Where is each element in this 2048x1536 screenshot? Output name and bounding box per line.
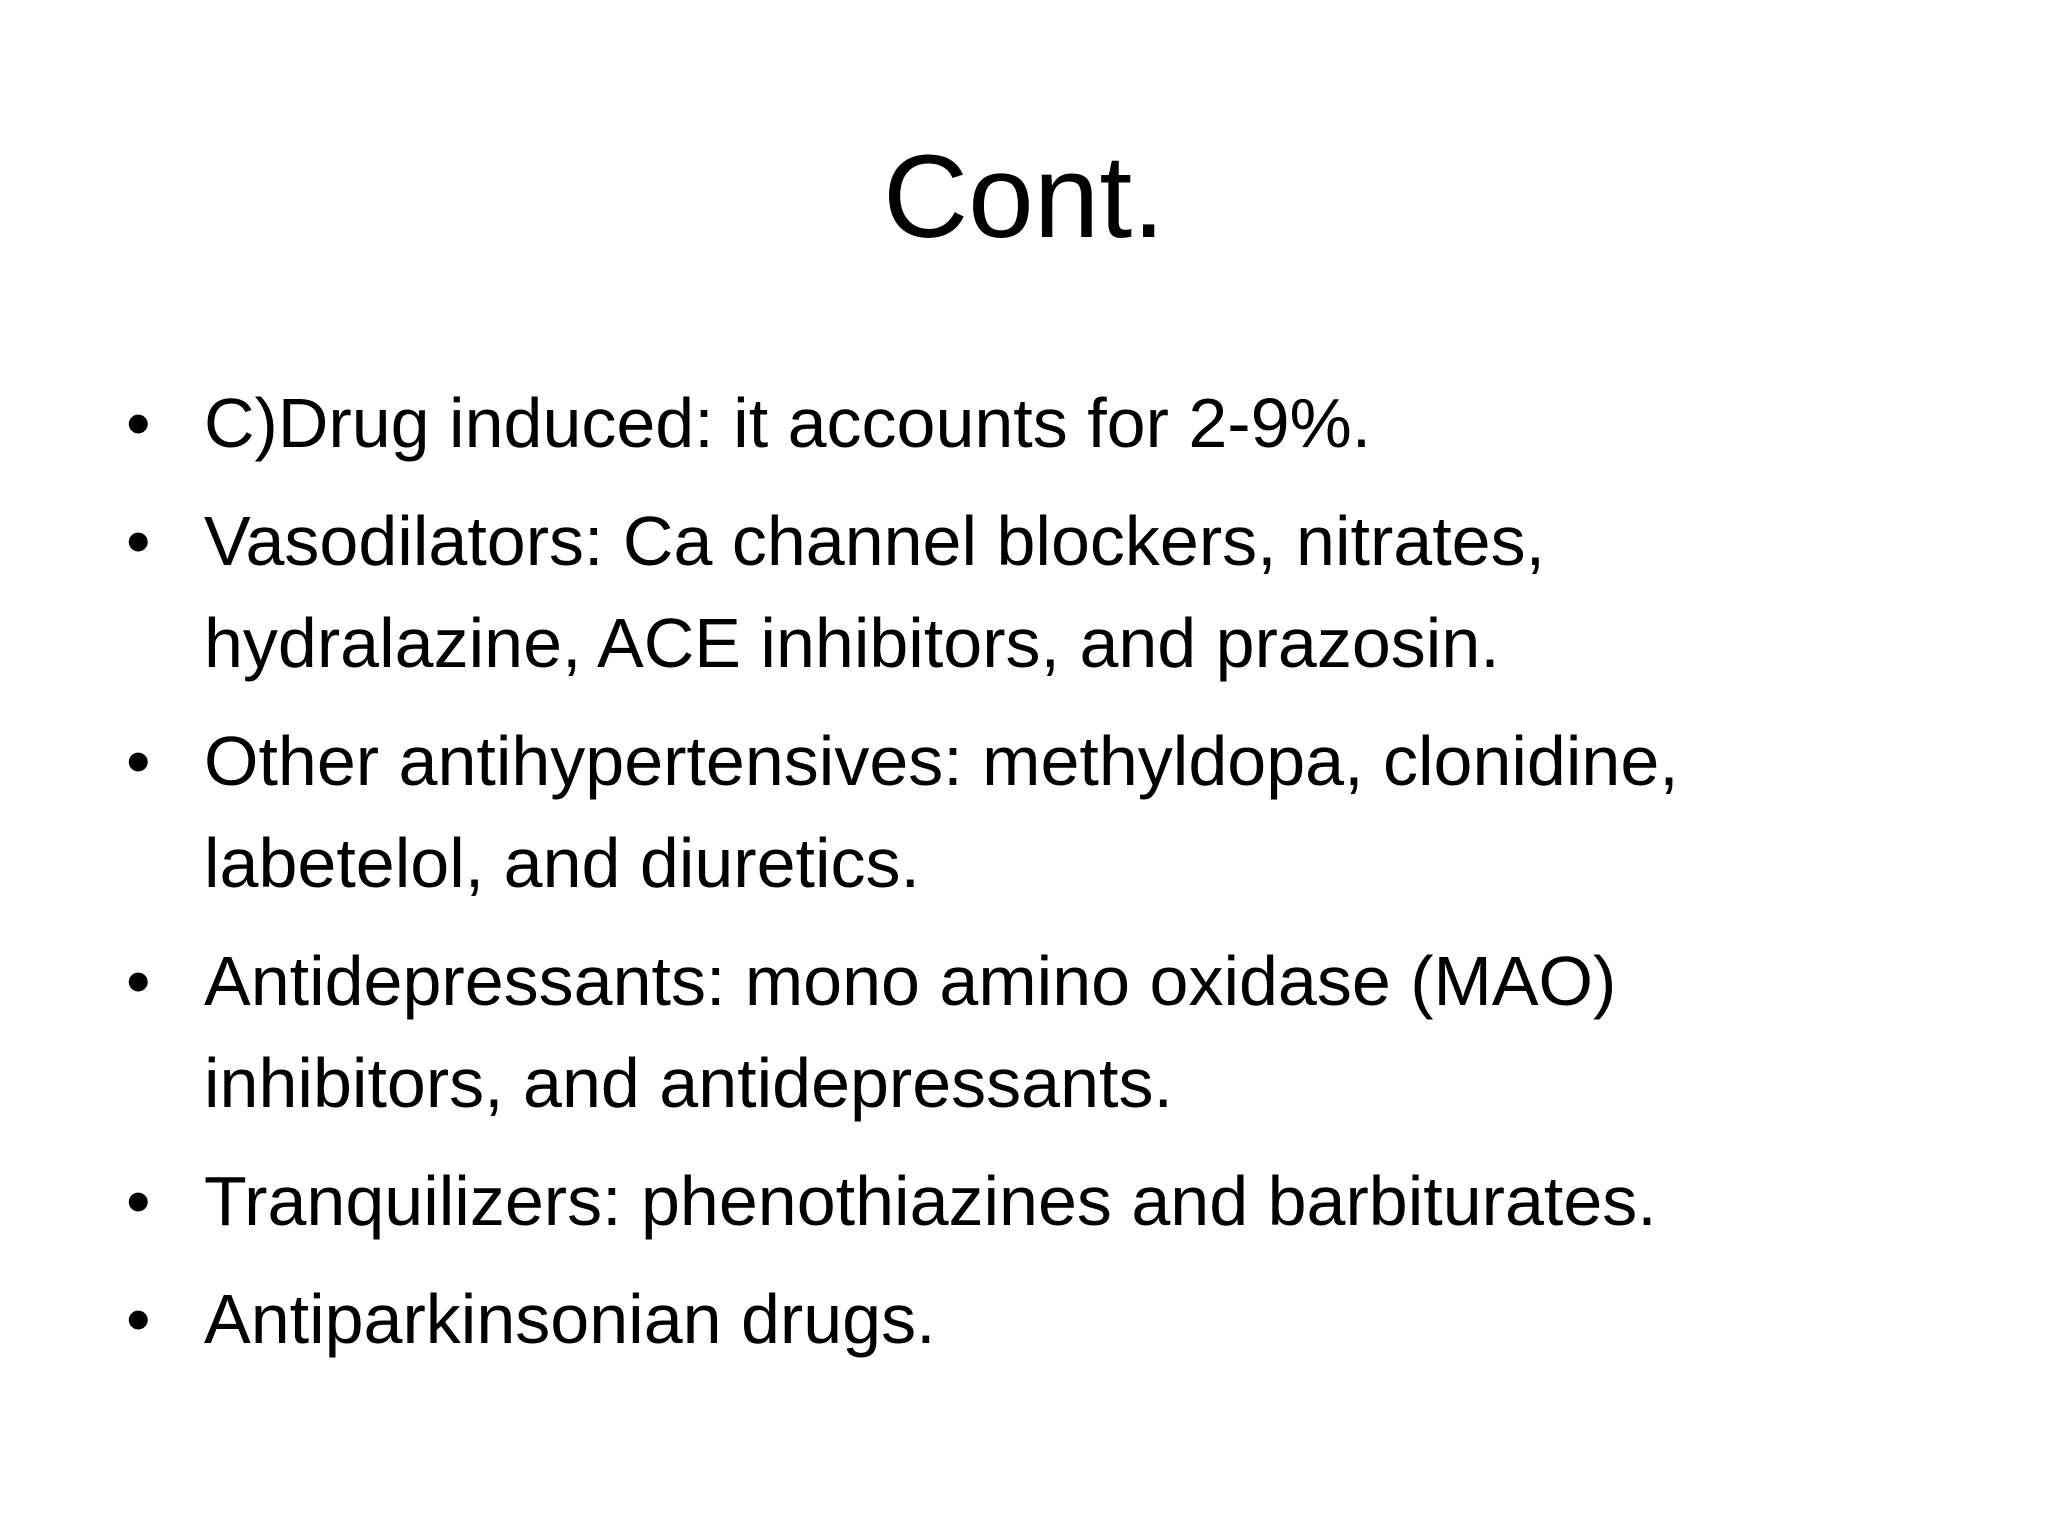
bullet-dot-icon: • [126,722,151,800]
bullet-item-other-antihypertensives [126,710,1926,914]
slide-title: Cont. [882,131,1166,263]
bullet-item-antidepressants [126,930,1926,1134]
bullet-dot-icon: • [126,1162,151,1240]
bullet-text-line: Antidepressants: mono amino oxidase (MAO) [204,942,1617,1020]
bullet-dot-icon: • [126,942,151,1020]
bullet-text-line: labetelol, and diuretics. [204,824,920,902]
bullet-text-line: Tranquilizers: phenothiazines and barbiturates. [204,1162,1657,1240]
bullet-item-tranquilizers [126,1150,1926,1252]
bullet-dot-icon: • [126,384,151,462]
bullet-text-line: Vasodilators: Ca channel blockers, nitrates, [204,502,1546,580]
bullet-item-antiparkinsonian [126,1268,1926,1370]
bullet-item-vasodilators [126,490,1926,694]
bullet-item-drug-induced [126,372,1926,474]
bullet-text-line: inhibitors, and antidepressants. [204,1044,1173,1122]
bullet-text-line: hydralazine, ACE inhibitors, and prazosin. [204,604,1500,682]
bullet-dot-icon: • [126,502,151,580]
bullet-list [126,372,1926,1386]
bullet-text-line: Antiparkinsonian drugs. [204,1280,936,1358]
bullet-text-line: Other antihypertensives: methyldopa, clonidine, [204,722,1679,800]
bullet-dot-icon: • [126,1280,151,1358]
bullet-text-line: C)Drug induced: it accounts for 2-9%. [204,384,1372,462]
